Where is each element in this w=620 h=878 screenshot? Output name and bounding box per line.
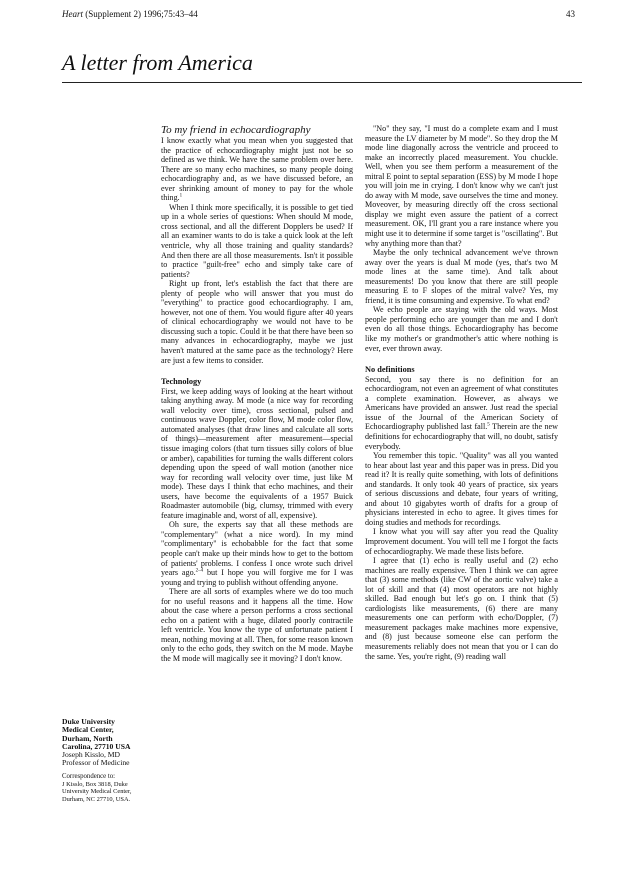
paragraph: I know exactly what you mean when you suggested that the practice of echocardiography might just not be so defined as we think. We have the same problem over here. There are so many echo machines, so many people doing echocardiography and, as we have discussed before, an ever shrinking amount of money to pay for the whole thing.$^1$	[161, 136, 353, 203]
title-divider	[62, 82, 582, 83]
author-affiliation	[62, 718, 152, 803]
paragraph: "No" they say, "I must do a complete exam and I must measure the LV diameter by M mode". So they drop the M mode line diagonally across the ventricle and proceed to make an incorrectly placed measurement. You chuckle. Well, when you see them perform a measurement of the mitral E point to septal separation (ESS) by M mode I hope you will join me in crying. I don't know why we can't just do away with M mode, save ourselves the time and money. Moveover, by measuring directly off the cross sectional display we might even assure the patient of a correct measurement. OK, I'll grant you a rare instance where you might use it to determine if some target is "oscillating". But why anything more than that?	[365, 124, 558, 248]
paragraph: I know what you will say after you read the Quality Improvement document. You will tell me I forgot the facts of echocardiography. We made these lists before.	[365, 527, 558, 556]
correspondence-line: J Kisslo, Box 3818, Duke	[62, 781, 128, 789]
section-heading-technology: Technology	[161, 377, 202, 387]
journal-issue: (Supplement 2) 1996;75:43–44	[85, 9, 198, 19]
correspondence-line: Durham, NC 27710, USA.	[62, 795, 131, 803]
footnote-ref: 1	[179, 193, 183, 199]
journal-name: Heart	[62, 9, 83, 19]
article-subtitle: To my friend in echocardiography	[161, 124, 311, 136]
paragraph: Right up front, let's establish the fact that there are plenty of people who will answer that you must do "everything" to practice good echocardiography. I am, however, not one of them. You would figure after 40 years of clinical echocardiography we would not have to be discussing such a topic. Could it be that there have been so many advances in echocardiography, maybe we just haven't matured at the same pace as the technology? Here are just a few items to consider.	[161, 279, 353, 365]
paragraph: There are all sorts of examples where we do too much for no useful reasons and it happens all the time. How about the case where a person performs a cross sectional echo on a patient with a huge, dilated poorly contractile left ventricle. You know the type of unfortunate patient I mean, nothing moving at all. Then, for some reason known only to the echo gods, they switch on the M mode. Maybe the M mode will magically see it moving? I don't know.	[161, 587, 353, 664]
paragraph: We echo people are staying with the old ways. Most people performing echo are younger than me and I don't even do all those things. Echocardiography has become like my mother's or grandmother's attic where nothing is ever, ever thrown away.	[365, 305, 558, 353]
author-position: Professor of Medicine	[62, 758, 130, 768]
paragraph: Second, you say there is no definition for an echocardiogram, not even an agreement of what constitutes a complete examination. However, as always we Americans have provided an answer. Just read the special issue of the Journal of the American Society of Echocardiography published last fall.$^5$ Therein are the new definitions for echocardiography that will, no doubt, satisfy everybody.	[365, 374, 558, 451]
institution-line: Medical Center,	[62, 725, 114, 735]
paragraph: Oh sure, the experts say that all these methods are "complementary" (what a nice word). In my mind "complimentary" is echobabble for the fact that some people can't make up their minds how to get to the bottom of patients' problems. I confess I once wrote such drivel years ago.$^{2-4}$ but I hope you will forgive me for I was young and trying to publish without offending anyone.	[161, 520, 353, 587]
left-column	[161, 124, 353, 664]
correspondence-line: University Medical Center,	[62, 788, 132, 796]
institution-line: Durham, North	[62, 733, 113, 743]
page-number: 43	[566, 9, 575, 19]
author-name: Joseph Kisslo, MD	[62, 750, 121, 760]
paragraph: Maybe the only technical advancement we've thrown away over the years is dual M mode (yes, that's two M mode lines at the same time). And talk about measurements! Do you know that there are still people measuring E to F slopes of the mitral valve? Yes, my friend, it is time consuming and expensive. To what end?	[365, 248, 558, 305]
paragraph: I agree that (1) echo is really useful and (2) echo machines are really expensive. Then I think we can agree that (3) some methods (like CW of the aortic valve) take a lot of skill and that (4) most operators are not highly skilled. Bad enough but let's go on. I think that (5) cardiologists like measurements, (6) there are many measurements one can perform with echo/Doppler, (7) measurement packages make machines more expensive, and (8) just because someone else can perform the measurements reliably does not mean that you or I can do the same. Yes, you're right, (9) reading wall	[365, 556, 558, 661]
institution-line: Duke University	[62, 717, 115, 726]
section-heading-no-definitions: No definitions	[365, 365, 415, 375]
paragraph: First, we keep adding ways of looking at the heart without taking anything away. M mode (a nice way for recording wall velocity over time), cross sectional, pulsed and continuous wave Doppler, color flow, M mode color flow, automated analyses (that draw lines and calculate all sorts of things)—measurement after measurement—special tissue imaging colors (that turn tissues silly colors of blue or amber), capabilities for turning the walls different colors depending upon the speed of wall motion (another nice way for recording wall velocity over time, just like M mode). These days I think that echo machines, and their users, have become the equivalents of a 1957 Buick Roadmaster automobile (big, clumsy, trimmed with every feature imaginable and, worst of all, expensive).	[161, 386, 354, 520]
right-column	[365, 124, 558, 661]
institution-line: Carolina, 27710 USA	[62, 741, 131, 751]
journal-citation	[62, 9, 198, 19]
paragraph: When I think more specifically, it is possible to get tied up in a whole series of questions: When should M mode, cross sectional, and all the different Dopplers be used? If all an examiner wants to do is take a quick look at the left ventricle, why all those training and quality standards? And then there are all those measurements. Isn't it possible to practice "guilt-free" echo and simply take care of patients?	[161, 202, 353, 279]
paragraph: You remember this topic. "Quality" was all you wanted to hear about last year and this paper was in press. Did you read it? It is really quite something, with lots of definitions and standards. It only took 40 years of practice, six years of serious discussions and debate, four years of writing, and about 10 gigabytes worth of drafts for a group of physicians interested in echo to agree. It gives times for doing studies and methods for recordings.	[365, 451, 558, 527]
footnote-ref: 2–4	[195, 568, 204, 574]
article-title: A letter from America	[62, 50, 253, 75]
footnote-ref: 5	[487, 422, 490, 428]
correspondence-label: Correspondence to:	[62, 772, 116, 780]
